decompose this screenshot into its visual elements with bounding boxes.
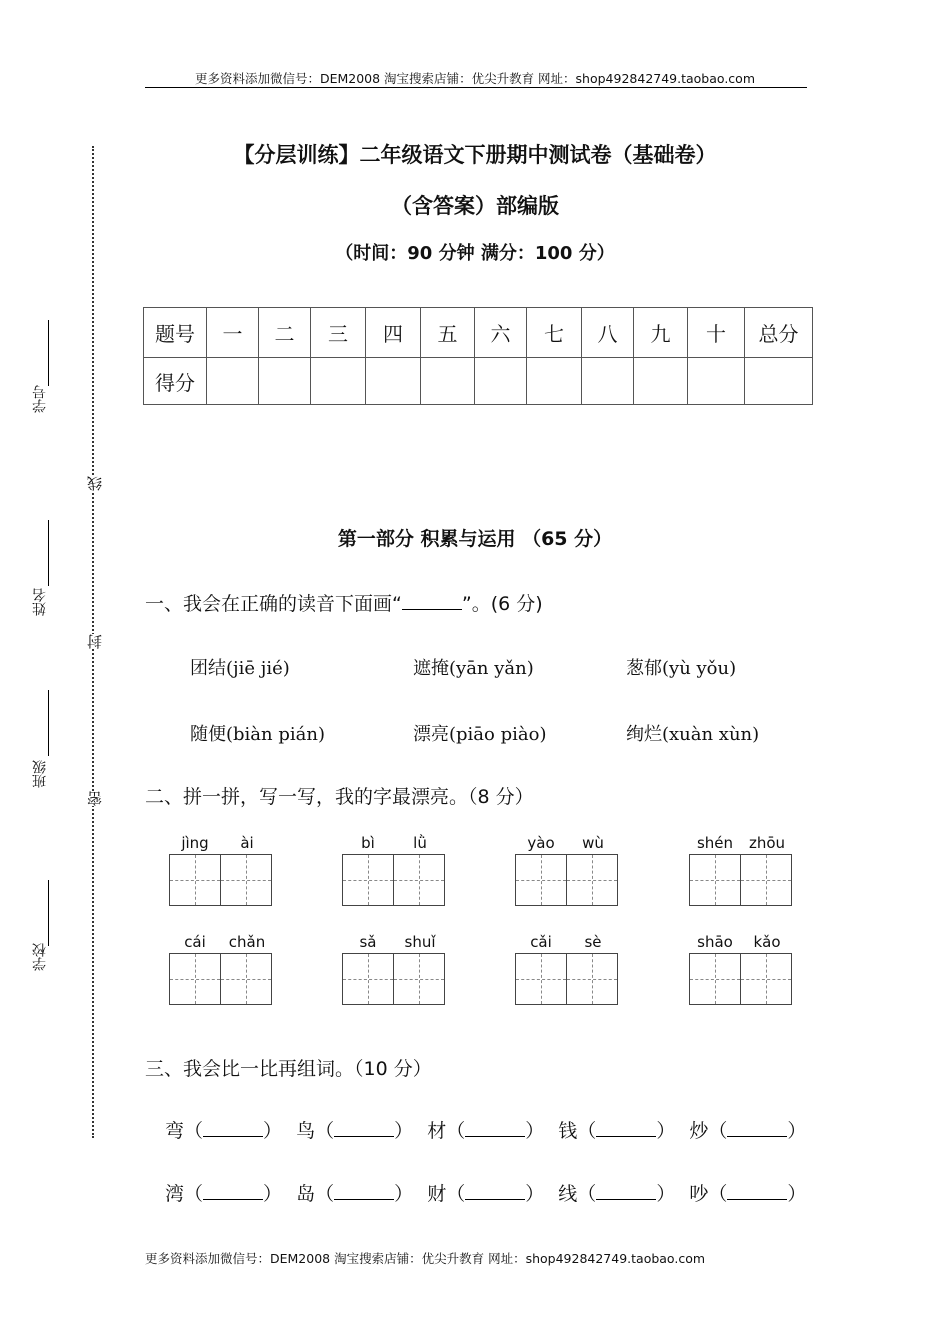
q3-row-1 [165,1116,814,1143]
char: 弯 [165,1120,185,1142]
paren: （ [708,1183,728,1205]
writing-cell[interactable] [689,854,741,906]
answer-blank[interactable] [334,1181,394,1200]
compare-item [558,1179,675,1206]
pinyin-label: chǎn [228,933,266,951]
paren: ） [787,1183,807,1205]
paren: （ [184,1183,204,1205]
writing-cell[interactable] [342,854,394,906]
underline [48,320,49,386]
score-table [143,307,813,405]
pinyin-grid-group [515,834,619,906]
paren: ） [656,1120,676,1142]
pinyin-label: wù [582,834,604,852]
char: 鸟 [296,1120,316,1142]
pinyin-label: kǎo [753,933,781,951]
underline [48,690,49,756]
score-cell[interactable] [366,358,421,405]
pinyin-grid-group [689,933,793,1005]
pinyin-label: ài [240,834,254,852]
compare-item [558,1116,675,1143]
pinyin-label: jìng [181,834,209,852]
paren: （ [446,1183,466,1205]
paren: ） [394,1183,414,1205]
underline-sample [402,591,462,610]
q1-title-text: 一、我会在正确的读音下面画“ [145,593,402,615]
answer-blank[interactable] [203,1181,263,1200]
score-cell[interactable] [421,358,475,405]
table-cell: 十 [688,308,745,358]
pinyin-label: shén [696,834,734,852]
table-cell: 七 [527,308,582,358]
exam-time-score: （时间：90 分钟 满分：100 分） [335,243,615,264]
paren: （ [184,1120,204,1142]
pinyin-label: lǜ [413,834,427,852]
score-cell[interactable] [582,358,634,405]
score-cell[interactable] [259,358,311,405]
pinyin-grid-group [342,834,446,906]
seal-char-xian: 线 [86,476,104,491]
writing-cell[interactable] [515,953,567,1005]
page-footer-text: 更多资料添加微信号：DEM2008 淘宝搜索店铺：优尖升教育 网址：shop492842749.taobao.com [145,1251,706,1266]
pinyin-grid-group [169,933,273,1005]
pinyin-label: shāo [697,933,733,951]
paren: （ [577,1183,597,1205]
score-cell[interactable] [475,358,527,405]
paren: （ [708,1120,728,1142]
writing-cell[interactable] [169,854,221,906]
seal-char-feng: 封 [86,634,104,649]
pinyin-label: bì [361,834,375,852]
table-cell: 得分 [144,358,207,405]
table-cell: 题号 [144,308,207,358]
compare-item [165,1179,282,1206]
q1-item[interactable]: 遮掩(yān yǎn) [413,658,534,679]
char: 财 [427,1183,447,1205]
pinyin-label: sǎ [359,933,377,951]
underline [48,880,49,946]
paren: （ [577,1120,597,1142]
q1-title-end: ”。(6 分) [461,593,543,615]
writing-cell[interactable] [566,953,618,1005]
answer-blank[interactable] [727,1118,787,1137]
header-rule [145,87,807,88]
paren: （ [315,1183,335,1205]
writing-cell[interactable] [689,953,741,1005]
char: 岛 [296,1183,316,1205]
table-cell: 四 [366,308,421,358]
compare-item [296,1116,413,1143]
score-table-score-row [144,358,813,405]
score-cell[interactable] [688,358,745,405]
school-field [48,880,49,946]
pinyin-grid-group [169,834,273,906]
exam-subtitle: （含答案）部编版 [391,194,559,218]
score-cell[interactable] [527,358,582,405]
writing-cell[interactable] [342,953,394,1005]
compare-item [296,1179,413,1206]
writing-cell[interactable] [740,953,792,1005]
school-label: 学校 [32,943,48,971]
page-header-text: 更多资料添加微信号：DEM2008 淘宝搜索店铺：优尖升教育 网址：shop492842749.taobao.com [194,71,756,86]
table-cell: 八 [582,308,634,358]
compare-item [427,1179,544,1206]
table-cell: 五 [421,308,475,358]
char: 吵 [689,1183,709,1205]
paren: ） [525,1183,545,1205]
paren: （ [446,1120,466,1142]
paren: ） [263,1183,283,1205]
answer-blank[interactable] [465,1118,525,1137]
paren: ） [394,1120,414,1142]
q3-title: 三、我会比一比再组词。（10 分） [145,1058,432,1080]
score-table-header-row [144,308,813,358]
student-id-field [48,320,49,386]
q2-title: 二、拼一拼，写一写，我的字最漂亮。（8 分） [145,786,534,808]
writing-cell[interactable] [393,953,445,1005]
paren: ） [787,1120,807,1142]
q1-item[interactable]: 漂亮(piāo piào) [413,724,547,745]
char: 线 [558,1183,578,1205]
part1-title: 第一部分 积累与运用 （65 分） [337,528,613,550]
score-cell[interactable] [311,358,366,405]
writing-cell[interactable] [740,854,792,906]
pinyin-grid-group [342,933,446,1005]
compare-item [427,1116,544,1143]
writing-cell[interactable] [220,953,272,1005]
char: 材 [427,1120,447,1142]
q3-row-2 [165,1179,814,1206]
pinyin-grid-group [515,933,619,1005]
writing-cell[interactable] [393,854,445,906]
exam-title: 【分层训练】二年级语文下册期中测试卷（基础卷） [233,143,717,167]
char: 钱 [558,1120,578,1142]
compare-item [689,1179,806,1206]
pinyin-label: cǎi [530,933,552,951]
score-cell[interactable] [207,358,259,405]
answer-blank[interactable] [465,1181,525,1200]
pinyin-label: cái [184,933,206,951]
table-cell: 六 [475,308,527,358]
pinyin-grid-group [689,834,793,906]
answer-blank[interactable] [596,1181,656,1200]
writing-cell[interactable] [169,953,221,1005]
compare-item [165,1116,282,1143]
q1-item[interactable]: 团结(jiē jié) [190,658,290,679]
writing-cell[interactable] [566,854,618,906]
answer-blank[interactable] [334,1118,394,1137]
paren: （ [315,1120,335,1142]
name-label: 姓名 [32,588,48,616]
class-label: 班级 [32,760,48,788]
paren: ） [525,1120,545,1142]
writing-cell[interactable] [220,854,272,906]
q1-item[interactable]: 随便(biàn pián) [190,724,325,745]
pinyin-label: shuǐ [404,933,436,951]
q1-item[interactable]: 葱郁(yù yǒu) [626,658,737,679]
writing-cell[interactable] [515,854,567,906]
char: 湾 [165,1183,185,1205]
char: 炒 [689,1120,709,1142]
answer-blank[interactable] [596,1118,656,1137]
table-cell: 二 [259,308,311,358]
answer-blank[interactable] [203,1118,263,1137]
q1-title [145,589,543,616]
score-cell[interactable] [745,358,813,405]
score-cell[interactable] [634,358,688,405]
compare-item [689,1116,806,1143]
class-field [48,690,49,756]
seal-char-mi: 密 [86,791,104,806]
table-cell: 三 [311,308,366,358]
pinyin-label: yào [527,834,555,852]
paren: ） [263,1120,283,1142]
student-id-label: 学号 [32,385,48,413]
table-cell: 九 [634,308,688,358]
paren: ） [656,1183,676,1205]
pinyin-label: zhōu [748,834,786,852]
table-cell: 一 [207,308,259,358]
table-cell: 总分 [745,308,813,358]
q1-item[interactable]: 绚烂(xuàn xùn) [626,724,760,745]
pinyin-label: sè [584,933,602,951]
answer-blank[interactable] [727,1181,787,1200]
